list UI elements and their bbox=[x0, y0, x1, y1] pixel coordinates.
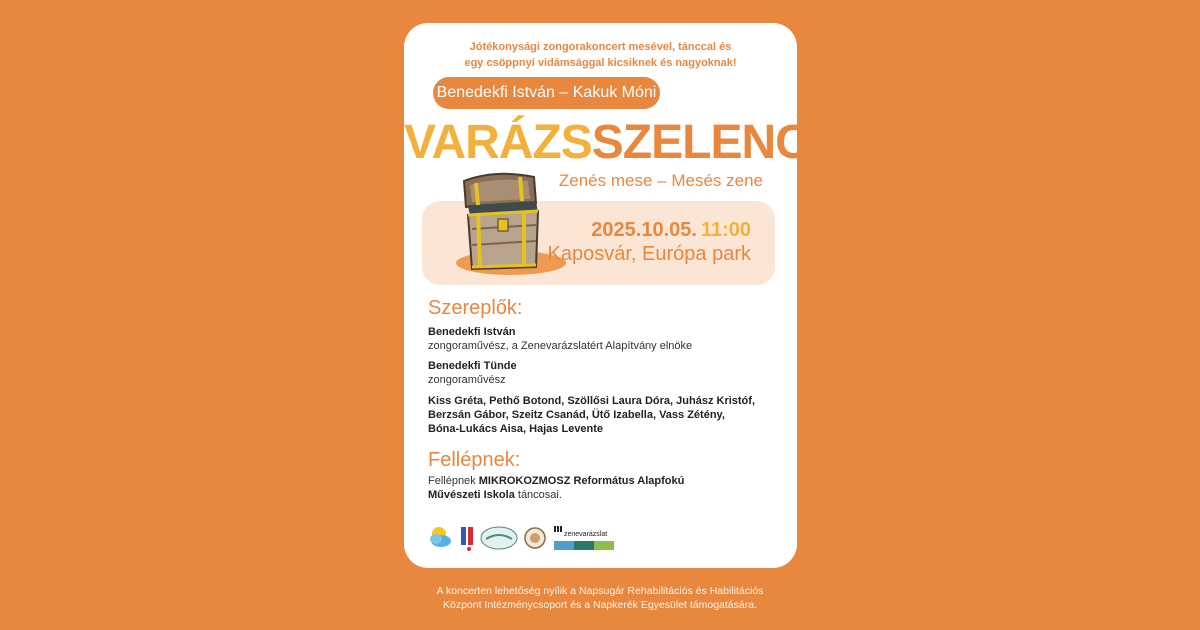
cast-member-2 bbox=[428, 359, 778, 387]
performers-heading: Fellépnek: bbox=[428, 449, 521, 471]
sun-cloud-logo-icon bbox=[430, 527, 451, 547]
footer-line-2: Központ Intézménycsoport és a Napkerék Egyesület támogatására. bbox=[442, 599, 757, 611]
event-datetime bbox=[591, 219, 751, 242]
sponsor-logos bbox=[428, 523, 628, 553]
poster-card bbox=[404, 23, 840, 568]
performers-school-1: MIKROKOZMOSZ Református Alapfokú bbox=[478, 475, 685, 487]
performers-suffix: táncosai. bbox=[514, 489, 562, 501]
event-time: 11:00 bbox=[700, 219, 751, 241]
cast-children-line-3: Bóna-Lukács Aisa, Hajas Levente bbox=[428, 423, 604, 435]
footer-line-1: A koncerten lehetőség nyílik a Napsugár Rehabilitációs és Habilitációs bbox=[436, 585, 764, 597]
event-location: Kaposvár, Európa park bbox=[547, 243, 751, 265]
school-badge-icon bbox=[525, 528, 545, 548]
napkerek-logo-icon bbox=[481, 527, 517, 549]
cast-member-1-role: zongoraművész, a Zenevarázslatért Alapítvány elnöke bbox=[428, 340, 693, 352]
treasure-chest-icon bbox=[456, 171, 546, 271]
cast-children bbox=[428, 394, 778, 436]
tagline bbox=[404, 39, 797, 71]
title-part-2: SZELENCE bbox=[591, 116, 840, 169]
footer-note bbox=[0, 584, 1200, 612]
cast-member-1-name: Benedekfi István bbox=[428, 326, 516, 338]
title-part-1: VARÁZS bbox=[404, 116, 592, 169]
performers-prefix: Fellépnek bbox=[428, 475, 479, 487]
event-subtitle: Zenés mese – Mesés zene bbox=[558, 171, 763, 190]
authors-badge: Benedekfi István – Kakuk Móni bbox=[433, 77, 660, 109]
performers-school-2: Művészeti Iskola bbox=[428, 489, 515, 501]
cast-heading: Szereplők: bbox=[428, 297, 523, 319]
tagline-line-1: Jótékonysági zongorakoncert mesével, tánccal és bbox=[469, 41, 732, 53]
zenevarazslat-logo-label: zenevarázslat bbox=[564, 531, 608, 538]
tagline-line-2: egy csöppnyi vidámsággal kicsiknek és nagyoknak! bbox=[464, 57, 737, 69]
performers-text bbox=[428, 474, 778, 502]
event-date: 2025.10.05. bbox=[591, 219, 697, 241]
cast-member-2-role: zongoraművész bbox=[428, 374, 506, 386]
cast-member-2-name: Benedekfi Tünde bbox=[428, 360, 517, 372]
m-logo-icon bbox=[461, 527, 473, 551]
sponsor-logos-graphic bbox=[428, 523, 628, 553]
event-title bbox=[404, 115, 840, 171]
cast-children-line-2: Berzsán Gábor, Szeitz Csanád, Ütő Izabella, Vass Zétény, bbox=[428, 409, 725, 421]
cast-member-1 bbox=[428, 325, 778, 353]
cast-children-line-1: Kiss Gréta, Pethő Botond, Szöllősi Laura Dóra, Juhász Kristóf, bbox=[428, 395, 755, 407]
zenevarazslat-logo-icon bbox=[554, 526, 614, 550]
